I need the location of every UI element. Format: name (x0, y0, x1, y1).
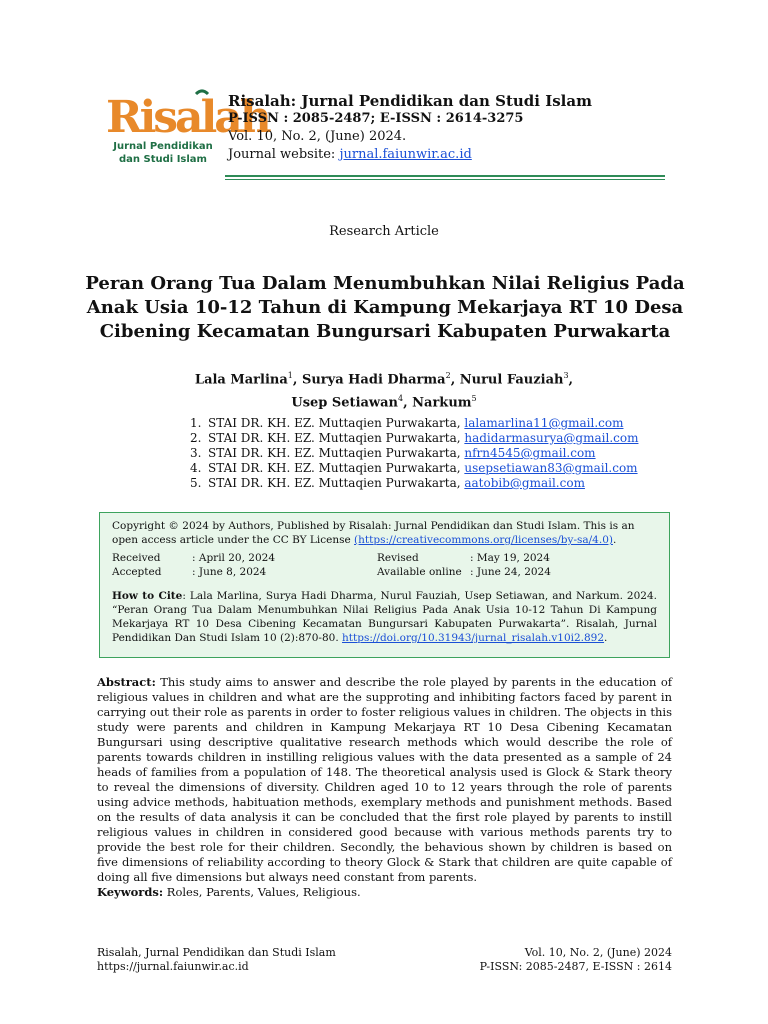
journal-volume: Vol. 10, No. 2, (June) 2024. (228, 129, 407, 144)
header-divider-thin (225, 179, 665, 180)
abstract-text: This study aims to answer and describe the role played by parents in the education of religious values in children and what are the supproting and inhibiting factors faced by parent in carrying out their role as parents in order to foster religious values in children. The objects in this study were parents and children in Kampung Mekarjaya RT 10 Desa Cibening Kecamatan Bungursari using descriptive qualitative research methods which would describe the role of parents towards children in instilling religious values with the data presented as a sample of 24 heads of families from a population of 148. The theoretical analysis used is Glock & Stark theory to reveal the dimensions of diversity. Children aged 10 to 12 years through the role of parents using advice methods, habituation methods, exemplary methods and punishment methods. Based on the results of data analysis it can be concluded that the first role played by parents to instill religious values in children in considered good because with various methods parents try to provide the best role for their children. Secondly, the behavious shown by children is based on five dimensions of reliability according to theory Glock & Stark that children are quite capable of doing all five dimensions but always need constant from parents. (97, 675, 672, 884)
svg-text:Risalah: Risalah (106, 92, 269, 143)
available-online-value: : June 24, 2024 (470, 566, 551, 578)
footer-left: Risalah, Jurnal Pendidikan dan Studi Islam https://jurnal.faiunwir.ac.id (97, 946, 336, 973)
journal-title: Risalah: Jurnal Pendidikan dan Studi Islam (228, 92, 592, 110)
doi-link[interactable]: https://doi.org/10.31943/jurnal_risalah.v10i2.892 (342, 632, 605, 644)
footer-right: Vol. 10, No. 2, (June) 2024 P-ISSN: 2085-2487, E-ISSN : 2614 (479, 946, 672, 973)
journal-header (98, 84, 668, 180)
author-email-link[interactable]: nfrn4545@gmail.com (464, 446, 596, 460)
article-dates (112, 551, 657, 581)
copyright-notice: Copyright © 2024 by Authors, Published by Risalah: Jurnal Pendidikan dan Studi Islam. This is an open access article under the CC BY License (https://creativecommons.org/licenses/by-sa/4.0). (112, 520, 635, 546)
journal-website: Journal website: jurnal.faiunwir.ac.id (228, 147, 472, 162)
risalah-logo-icon (104, 88, 269, 143)
journal-issn: P-ISSN : 2085-2487; E-ISSN : 2614-3275 (228, 111, 524, 126)
journal-website-link[interactable]: jurnal.faiunwir.ac.id (339, 147, 472, 162)
license-link[interactable]: (https://creativecommons.org/licenses/by-sa/4.0) (354, 534, 613, 546)
author-name: Surya Hadi Dharma (301, 372, 446, 388)
author-email-link[interactable]: lalamarlina11@gmail.com (464, 416, 624, 430)
accepted-label: Accepted (112, 566, 162, 578)
how-to-cite: How to Cite: Lala Marlina, Surya Hadi Dharma, Nurul Fauziah, Usep Setiawan, and Narkum. 2024. “Peran Orang Tua Dalam Menumbuhkan Nilai Religius Pada Anak Usia 10-12 Tahun Di Kampung Mekarjaya RT 10 Desa Cibening Kecamatan Bungursari Kabupaten Purwakarta”. Risalah, Jurnal Pendidikan Dan Studi Islam 10 (2):870-80. https://doi.org/10.31943/jurnal_risalah.v10i2.892. (112, 590, 657, 644)
author-email-link[interactable]: hadidarmasurya@gmail.com (464, 431, 639, 445)
affiliation-item: 3. STAI DR. KH. EZ. Muttaqien Purwakarta, nfrn4545@gmail.com (190, 446, 596, 460)
journal-info (228, 92, 592, 164)
author-email-link[interactable]: aatobib@gmail.com (464, 476, 585, 490)
revised-value: : May 19, 2024 (470, 552, 550, 564)
accepted-value: : June 8, 2024 (192, 566, 267, 578)
article-title: Peran Orang Tua Dalam Menumbuhkan Nilai Religius Pada Anak Usia 10-12 Tahun di Kampung Mekarjaya RT 10 Desa Cibening Kecamatan Bungursari Kabupaten Purwakarta (85, 273, 685, 342)
logo-subtitle: Jurnal Pendidikan dan Studi Islam (113, 141, 213, 165)
author-name: Nurul Fauziah (459, 372, 564, 388)
author-list: Lala Marlina$^1$, Surya Hadi Dharma$^2$, Nurul Fauziah$^3$, Usep Setiawan$^4$, Narkum$^5$ (194, 371, 574, 411)
received-label: Received (112, 552, 161, 564)
abstract-label: Abstract: (97, 675, 156, 689)
received-value: : April 20, 2024 (192, 552, 276, 564)
keywords (97, 885, 361, 899)
author-name: Usep Setiawan (291, 395, 398, 411)
revised-label: Revised (377, 552, 419, 564)
author-name: Narkum (412, 395, 472, 411)
journal-logo (104, 88, 269, 170)
author-name: Lala Marlina (194, 372, 288, 388)
article-type: Research Article (329, 224, 439, 239)
author-email-link[interactable]: usepsetiawan83@gmail.com (464, 461, 638, 475)
affiliation-item: 5. STAI DR. KH. EZ. Muttaqien Purwakarta, aatobib@gmail.com (190, 476, 585, 490)
header-divider (225, 175, 665, 177)
affiliation-item: 1. STAI DR. KH. EZ. Muttaqien Purwakarta, lalamarlina11@gmail.com (190, 416, 624, 430)
affiliation-item: 4. STAI DR. KH. EZ. Muttaqien Purwakarta, usepsetiawan83@gmail.com (190, 461, 638, 475)
abstract (97, 675, 672, 885)
affiliation-item: 2. STAI DR. KH. EZ. Muttaqien Purwakarta, hadidarmasurya@gmail.com (190, 431, 639, 445)
article-info-box (99, 512, 670, 658)
affiliation-list (190, 416, 638, 491)
keywords-label: Keywords: (97, 885, 164, 899)
keywords-text: Roles, Parents, Values, Religious. (163, 885, 361, 899)
available-online-label: Available online (377, 566, 462, 578)
